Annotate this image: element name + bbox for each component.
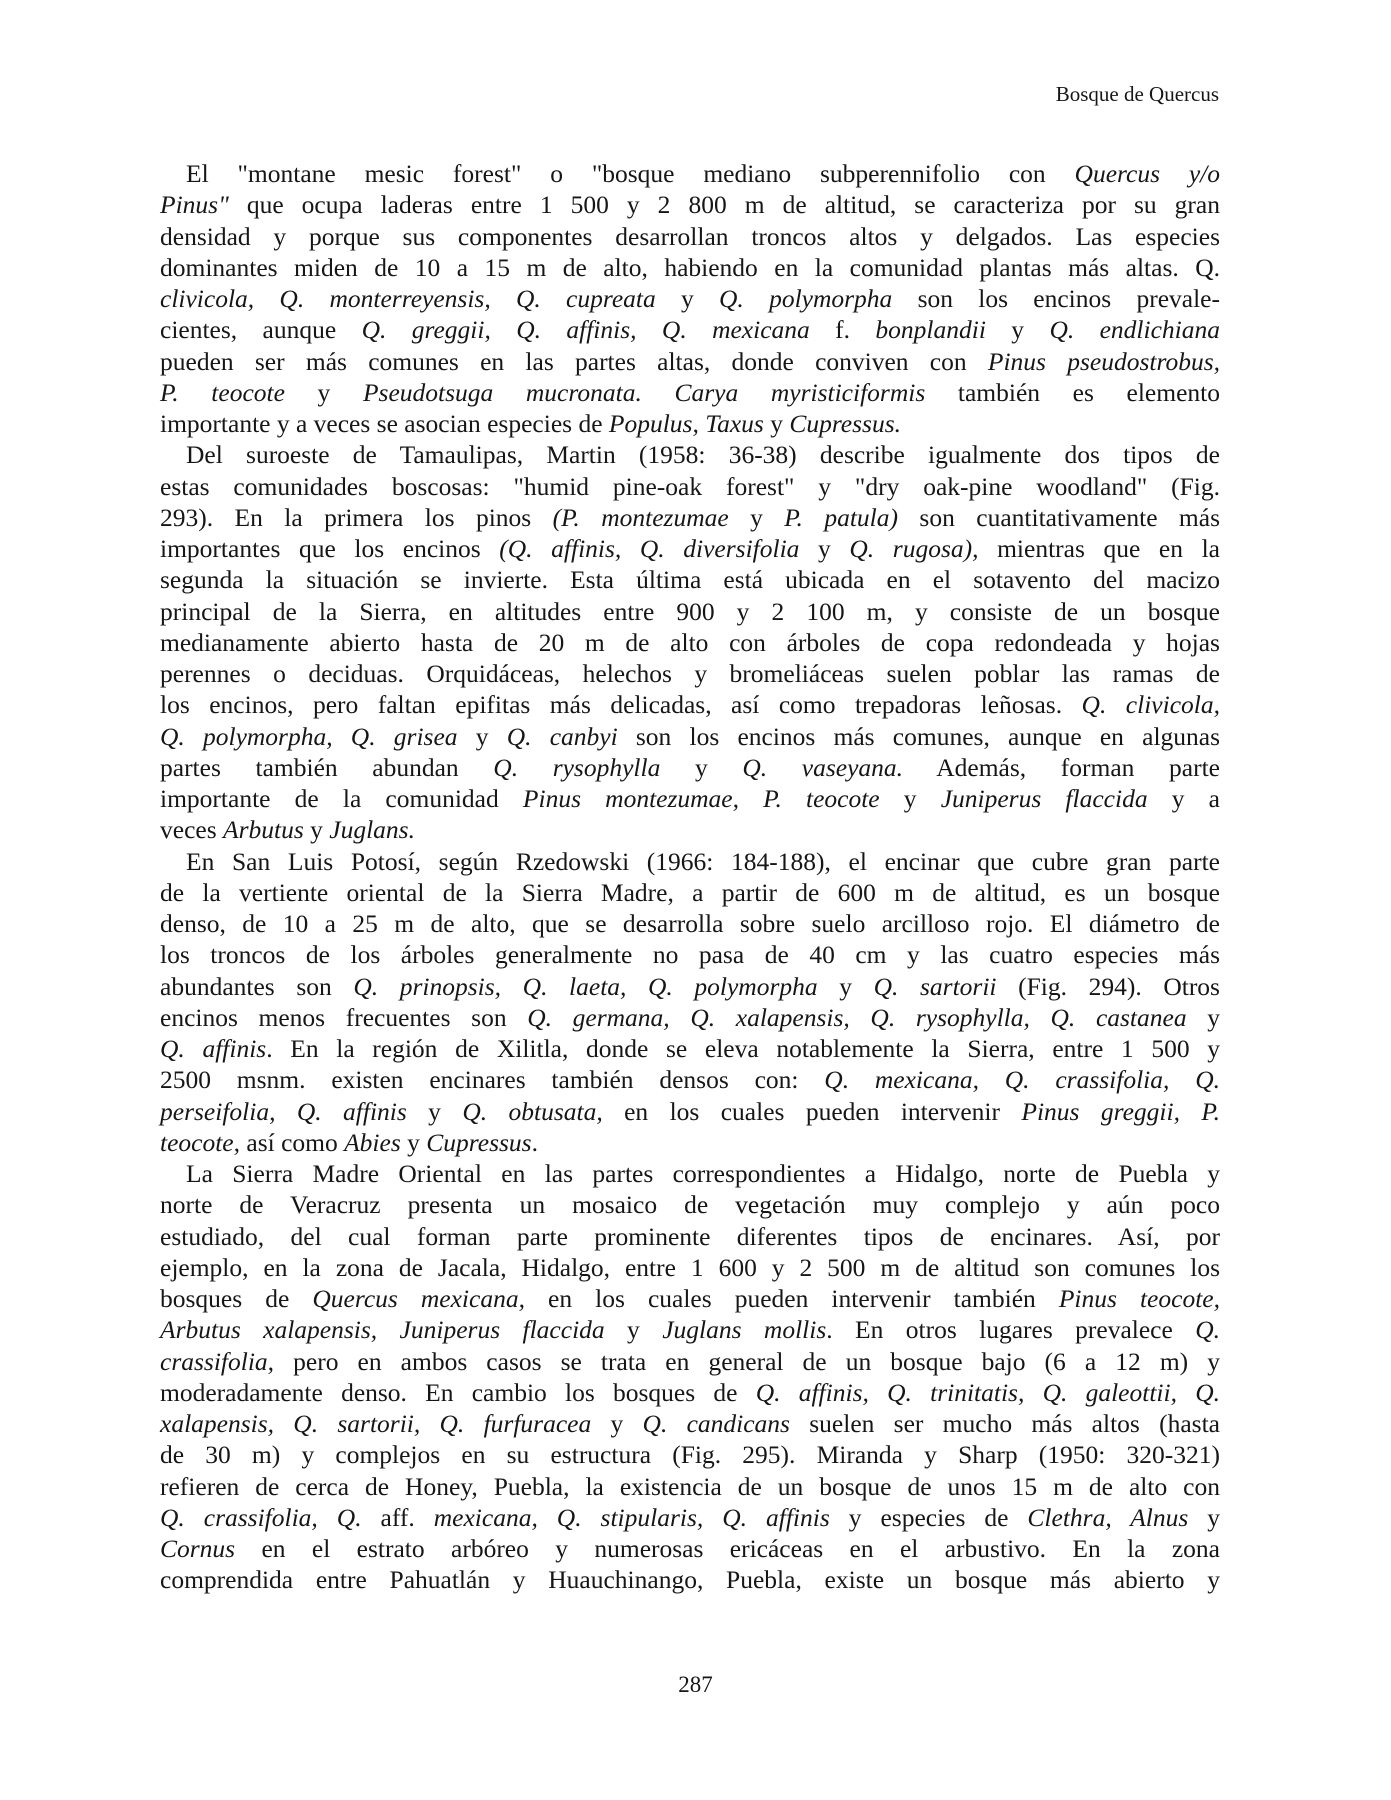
- text-run: medianamente abierto hasta de 20 m de alto con árboles de copa redondeada y hojas: [160, 627, 1220, 657]
- text-run: ejemplo, en la zona de Jacala, Hidalgo, entre 1 600 y 2 500 m de altitud son comunes los: [160, 1252, 1220, 1282]
- italic-taxon-run: Abies: [344, 1127, 401, 1157]
- text-run: .: [531, 1127, 538, 1157]
- paragraph: [160, 1158, 1220, 1596]
- italic-taxon-run: Quercus y/o: [1074, 159, 1221, 188]
- text-line: [160, 627, 1220, 658]
- italic-taxon-run: Q. obtusata,: [462, 1096, 603, 1126]
- text-run: son los encinos más comunes, aunque en algunas: [617, 721, 1221, 751]
- italic-taxon-run: Q. sartorii: [873, 971, 997, 1001]
- italic-taxon-run: Q. canbyi: [506, 721, 618, 751]
- text-line: [160, 502, 1220, 533]
- text-line: [160, 596, 1220, 627]
- text-line: [160, 471, 1220, 502]
- text-run: denso, de 10 a 25 m de alto, que se desarrolla sobre suelo arcilloso rojo. El diámetro de: [160, 909, 1220, 938]
- italic-taxon-run: Pinus montezumae, P. teocote: [522, 784, 880, 813]
- text-line: [160, 1283, 1220, 1314]
- text-line: [160, 1033, 1220, 1064]
- text-run: y: [1186, 1002, 1220, 1032]
- text-run: Además, forman parte: [903, 752, 1220, 782]
- italic-taxon-run: Pinus": [160, 190, 229, 220]
- text-line: [160, 564, 1220, 595]
- text-line: [160, 721, 1220, 752]
- italic-taxon-run: Q. affinis, Q. trinitatis, Q. galeottii, Q.: [755, 1377, 1220, 1407]
- text-run: dominantes miden de 10 a 15 m de alto, habiendo en la comunidad plantas más altas. Q.: [160, 252, 1220, 282]
- paragraph: [160, 158, 1220, 439]
- text-run: f.: [809, 315, 876, 345]
- running-header-title: Bosque de Quercus: [1055, 82, 1219, 106]
- text-run: en los cuales pueden intervenir: [602, 1096, 1022, 1126]
- page-number: 287: [678, 1672, 713, 1697]
- text-run: son cuantitativamente más: [898, 502, 1221, 532]
- text-line: [160, 533, 1220, 564]
- text-line: [160, 1408, 1220, 1439]
- text-run: y: [985, 315, 1050, 345]
- italic-taxon-run: perseifolia, Q. affinis: [160, 1096, 407, 1126]
- text-run: y: [303, 815, 330, 845]
- italic-taxon-run: Juniperus flaccida: [940, 784, 1148, 813]
- text-line: [160, 1252, 1220, 1283]
- text-line: [160, 1158, 1220, 1189]
- text-line: [160, 1002, 1220, 1033]
- text-run: importante de la comunidad: [160, 784, 523, 813]
- paragraph: [160, 846, 1220, 1159]
- text-run: y: [879, 784, 941, 813]
- text-run: principal de la Sierra, en altitudes entre 900 y 2 100 m, y consiste de un bosque: [160, 596, 1220, 626]
- text-run: y: [400, 1127, 427, 1157]
- text-run: y: [284, 377, 363, 407]
- text-line: [160, 1439, 1220, 1470]
- text-line: [160, 783, 1220, 814]
- text-run: refieren de cerca de Honey, Puebla, la existencia de un bosque de unos 15 m de alto con: [160, 1471, 1220, 1501]
- text-line: [160, 1564, 1220, 1595]
- italic-taxon-run: Q. candicans: [642, 1409, 790, 1438]
- text-run: y: [728, 502, 785, 532]
- italic-taxon-run: teocote,: [160, 1127, 240, 1157]
- italic-taxon-run: Q. clivicola,: [1081, 690, 1220, 720]
- text-run: suelen ser mucho más altos (hasta: [789, 1409, 1220, 1438]
- text-line: [160, 189, 1220, 220]
- text-run: densidad y porque sus componentes desarrollan troncos altos y delgados. Las especies: [160, 221, 1220, 251]
- text-run: y: [406, 1096, 463, 1126]
- italic-taxon-run: Pinus pseudostrobus,: [987, 346, 1220, 376]
- text-line: [160, 658, 1220, 689]
- text-line: [160, 939, 1220, 970]
- text-run: 2500 msnm. existen encinares también densos con:: [160, 1065, 825, 1095]
- text-line: [160, 814, 1220, 845]
- text-run: 293). En la primera los pinos: [160, 502, 553, 532]
- text-run: los troncos de los árboles generalmente no pasa de 40 cm y las cuatro especies más: [160, 940, 1220, 970]
- italic-taxon-run: Arbutus: [223, 815, 304, 845]
- text-run: y: [660, 752, 743, 782]
- text-line: [160, 1346, 1220, 1377]
- text-run: y: [817, 971, 874, 1001]
- italic-taxon-run: xalapensis, Q. sartorii, Q. furfuracea: [160, 1409, 592, 1438]
- text-run: comprendida entre Pahuatlán y Huauchinango, Puebla, existe un bosque más abierto y: [160, 1565, 1220, 1595]
- text-run: y: [604, 1315, 663, 1345]
- text-run: los encinos, pero faltan epifitas más delicadas, así como trepadoras leñosas.: [160, 690, 1082, 720]
- text-run: cientes, aunque: [160, 315, 362, 345]
- italic-taxon-run: Pseudotsuga mucronata. Carya myristiciformis: [362, 377, 926, 407]
- text-run: moderadamente denso. En cambio los bosques de: [160, 1377, 756, 1407]
- text-run: La Sierra Madre Oriental en las partes correspondientes a Hidalgo, norte de Puebla y: [186, 1159, 1220, 1188]
- text-line: [160, 1127, 1220, 1158]
- text-line: [160, 377, 1220, 408]
- text-line: [160, 252, 1220, 283]
- text-run: segunda la situación se invierte. Esta última está ubicada en el sotavento del macizo: [160, 565, 1220, 595]
- italic-taxon-run: Quercus mexicana,: [312, 1284, 525, 1313]
- text-line: [160, 1533, 1220, 1564]
- text-line: [160, 689, 1220, 720]
- text-run: y: [1188, 1502, 1221, 1532]
- italic-taxon-run: Q. rugosa),: [849, 534, 979, 563]
- text-line: [160, 1314, 1220, 1345]
- italic-taxon-run: (Q. affinis, Q. diversifolia: [499, 534, 800, 563]
- text-line: [160, 346, 1220, 377]
- text-run: y especies de: [829, 1502, 1028, 1532]
- italic-taxon-run: Pinus greggii, P.: [1021, 1096, 1220, 1126]
- italic-taxon-run: Cupressus: [426, 1127, 532, 1157]
- italic-taxon-run: clivicola, Q. monterreyensis, Q. cupreata: [160, 284, 656, 313]
- italic-taxon-run: Q. prinopsis, Q. laeta, Q. polymorpha: [353, 971, 818, 1001]
- italic-taxon-run: Q. crassifolia, Q.: [160, 1502, 362, 1532]
- italic-taxon-run: Juglans.: [329, 815, 415, 845]
- text-run: estudiado, del cual forman parte prominente diferentes tipos de encinares. Así, por: [160, 1221, 1220, 1251]
- text-line: [160, 1064, 1220, 1095]
- text-line: [160, 439, 1220, 470]
- text-run: bosques de: [160, 1284, 313, 1313]
- text-run: y: [763, 409, 790, 438]
- italic-taxon-run: Q. greggii, Q. affinis, Q. mexicana: [361, 315, 810, 345]
- italic-taxon-run: bonplandii: [875, 315, 986, 345]
- italic-taxon-run: Cupressus.: [789, 409, 902, 438]
- text-run: estas comunidades boscosas: "humid pine-oak forest" y "dry oak-pine woodland" (Fig.: [160, 471, 1220, 501]
- italic-taxon-run: Pinus teocote,: [1058, 1284, 1220, 1313]
- italic-taxon-run: Populus, Taxus: [608, 409, 764, 438]
- text-run: (Fig. 294). Otros: [996, 971, 1220, 1001]
- text-run: En San Luis Potosí, según Rzedowski (1966: 184-188), el encinar que cubre gran parte: [186, 846, 1220, 876]
- text-run: partes también abundan: [160, 752, 494, 782]
- text-line: [160, 314, 1220, 345]
- italic-taxon-run: Q.: [1195, 1315, 1221, 1345]
- text-line: [160, 221, 1220, 252]
- text-line: [160, 971, 1220, 1002]
- text-run: importante y a veces se asocian especies de: [160, 409, 609, 438]
- text-line: [160, 1189, 1220, 1220]
- text-run: El "montane mesic forest" o "bosque mediano subperennifolio con: [186, 159, 1075, 188]
- italic-taxon-run: crassifolia,: [160, 1346, 275, 1376]
- text-run: en los cuales pueden intervenir también: [524, 1284, 1059, 1313]
- italic-taxon-run: Q. endlichiana: [1049, 315, 1220, 345]
- body-text: [160, 158, 1220, 1596]
- text-run: abundantes son: [160, 971, 354, 1001]
- text-line: [160, 1502, 1220, 1533]
- text-run: también es elemento: [925, 377, 1220, 407]
- italic-taxon-run: Juglans mollis: [662, 1315, 827, 1345]
- italic-taxon-run: Cornus: [160, 1534, 236, 1563]
- italic-taxon-run: Q. polymorpha, Q. grisea: [160, 721, 458, 751]
- text-line: [160, 877, 1220, 908]
- italic-taxon-run: Q. germana, Q. xalapensis, Q. rysophylla, Q. castanea: [527, 1002, 1187, 1032]
- text-line: [160, 408, 1220, 439]
- text-line: [160, 1377, 1220, 1408]
- text-line: [160, 1221, 1220, 1252]
- text-run: veces: [160, 815, 224, 845]
- text-run: mientras que en la: [978, 534, 1220, 563]
- italic-taxon-run: Arbutus xalapensis, Juniperus flaccida: [160, 1315, 605, 1345]
- text-run: en el estrato arbóreo y numerosas ericáceas en el arbustivo. En la zona: [235, 1534, 1220, 1563]
- text-run: pueden ser más comunes en las partes altas, donde conviven con: [160, 346, 988, 376]
- text-run: . En la región de Xilitla, donde se eleva notablemente la Sierra, entre 1 500 y: [266, 1034, 1220, 1063]
- text-run: Del suroeste de Tamaulipas, Martin (1958: 36-38) describe igualmente dos tipos de: [186, 440, 1220, 470]
- text-run: así como: [240, 1127, 345, 1157]
- text-run: importantes que los encinos: [160, 534, 500, 563]
- italic-taxon-run: Q. mexicana, Q. crassifolia, Q.: [824, 1065, 1220, 1095]
- text-line: [160, 1096, 1220, 1127]
- text-run: que ocupa laderas entre 1 500 y 2 800 m de altitud, se caracteriza por su gran: [228, 190, 1220, 220]
- text-run: de 30 m) y complejos en su estructura (Fig. 295). Miranda y Sharp (1950: 320-321): [160, 1440, 1220, 1470]
- italic-taxon-run: P. teocote: [160, 377, 285, 407]
- italic-taxon-run: Q. rysophylla: [493, 752, 661, 782]
- text-run: encinos menos frecuentes son: [160, 1002, 528, 1032]
- italic-taxon-run: Q. affinis: [160, 1034, 267, 1063]
- text-line: [160, 158, 1220, 189]
- text-run: norte de Veracruz presenta un mosaico de vegetación muy complejo y aún poco: [160, 1190, 1220, 1220]
- italic-taxon-run: Q. vaseyana.: [742, 752, 904, 782]
- italic-taxon-run: P. patula): [784, 502, 899, 532]
- paragraph: [160, 439, 1220, 845]
- italic-taxon-run: mexicana, Q. stipularis, Q. affinis: [433, 1502, 830, 1532]
- text-line: [160, 846, 1220, 877]
- text-run: pero en ambos casos se trata en general de un bosque bajo (6 a 12 m) y: [274, 1346, 1220, 1376]
- text-line: [160, 752, 1220, 783]
- text-run: . En otros lugares prevalece: [826, 1315, 1196, 1345]
- text-run: y: [799, 534, 850, 563]
- italic-taxon-run: Q. polymorpha: [719, 284, 893, 313]
- text-run: perennes o deciduas. Orquidáceas, helechos y bromeliáceas suelen poblar las ramas de: [160, 659, 1220, 688]
- text-line: [160, 283, 1220, 314]
- text-line: [160, 908, 1220, 939]
- text-run: y: [591, 1409, 643, 1438]
- italic-taxon-run: Clethra, Alnus: [1027, 1502, 1189, 1532]
- text-line: [160, 1471, 1220, 1502]
- italic-taxon-run: (P. montezumae: [552, 502, 729, 532]
- text-run: son los encinos prevale-: [892, 284, 1220, 313]
- text-run: y a: [1147, 784, 1220, 813]
- text-run: y: [655, 284, 720, 313]
- text-run: de la vertiente oriental de la Sierra Madre, a partir de 600 m de altitud, es un bosque: [160, 877, 1220, 907]
- text-run: aff.: [361, 1502, 434, 1532]
- text-run: y: [457, 721, 507, 751]
